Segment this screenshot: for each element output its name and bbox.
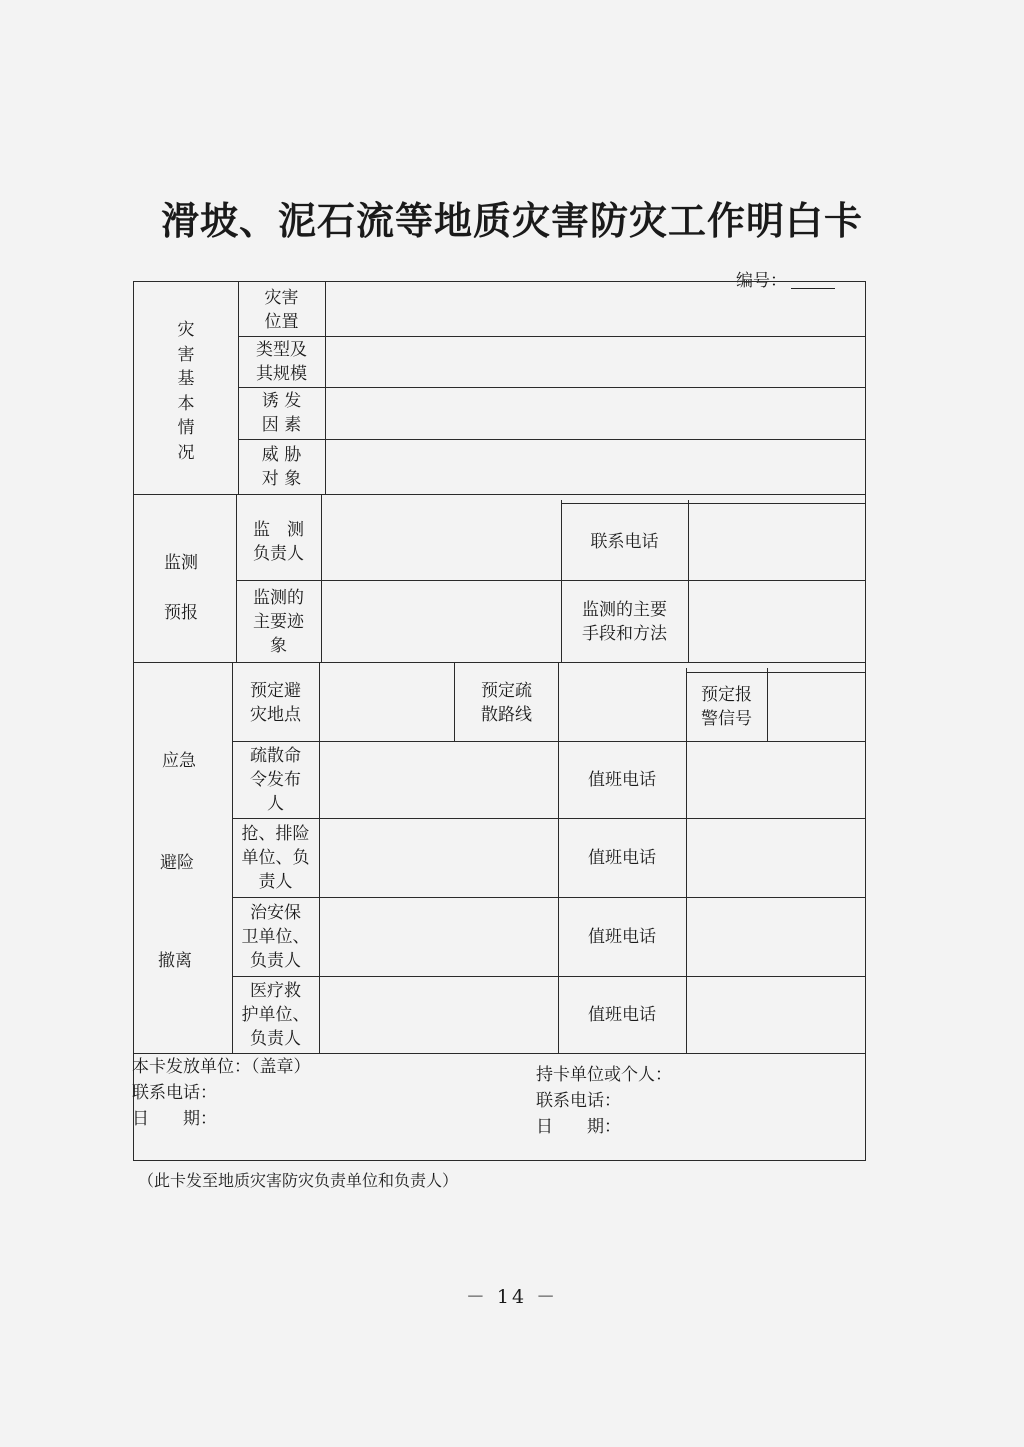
field-monitor-methods[interactable] (689, 581, 864, 661)
field-monitor-person[interactable] (322, 500, 560, 580)
label-monitor-person: 监 测 负责人 (253, 520, 304, 564)
label-monitor-signs: 监测的 主要迹 象 (253, 588, 304, 656)
label-rescue-unit: 抢、排险 单位、负 责人 (241, 823, 310, 892)
label-disaster-location: 灾害 位置 (264, 287, 299, 332)
field-duty-phone-2[interactable] (687, 819, 864, 897)
field-evacuation-route[interactable] (559, 664, 685, 741)
field-duty-phone-1[interactable] (687, 742, 864, 818)
field-security-unit[interactable] (320, 898, 557, 976)
label-shelter-location: 预定避 灾地点 (250, 680, 301, 725)
field-rescue-unit[interactable] (320, 819, 557, 897)
page-number: － 14 － (465, 1286, 559, 1308)
label-evacuation-order-issuer: 疏散命 令发布 人 (250, 745, 301, 814)
field-monitor-signs[interactable] (322, 581, 560, 661)
field-duty-phone-3[interactable] (687, 898, 864, 976)
section-monitoring-label-1: 监测 (164, 553, 198, 573)
label-evacuation-route: 预定疏 散路线 (481, 680, 532, 725)
section-emergency-label-3: 撤离 (158, 951, 192, 971)
label-triggers: 诱 发 因 素 (261, 391, 302, 435)
section-emergency-label-2: 避险 (160, 853, 194, 873)
issuer-phone-label: 联系电话： (132, 1083, 217, 1103)
distribution-note: （此卡发至地质灾害防灾负责单位和负责人） (138, 1171, 459, 1190)
issuer-unit-label: 本卡发放单位：（盖章） (132, 1057, 311, 1077)
holder-phone-label: 联系电话： (536, 1091, 621, 1111)
holder-label: 持卡单位或个人： (536, 1065, 672, 1085)
label-duty-phone-2: 值班电话 (588, 847, 656, 868)
field-disaster-location[interactable] (326, 283, 864, 336)
field-shelter-location[interactable] (320, 664, 453, 741)
field-medical-unit[interactable] (320, 977, 557, 1053)
label-duty-phone-4: 值班电话 (588, 1004, 656, 1025)
footer-holder (536, 1062, 672, 1140)
label-type-scale: 类型及 其规模 (256, 339, 307, 384)
field-triggers[interactable] (326, 388, 864, 439)
label-alarm-signal: 预定报 警信号 (701, 684, 752, 729)
field-duty-phone-4[interactable] (687, 977, 864, 1053)
section-basic-label: 灾 害 基 本 情 况 (177, 320, 195, 463)
label-duty-phone-1: 值班电话 (588, 769, 656, 790)
field-evacuation-order-issuer[interactable] (320, 742, 557, 818)
label-medical-unit: 医疗救 护单位、 负责人 (241, 980, 310, 1049)
section-emergency-label-1: 应急 (162, 751, 196, 771)
field-contact-phone[interactable] (689, 504, 864, 580)
label-threat-object: 威 胁 对 象 (261, 444, 302, 489)
footer-issuer (132, 1054, 311, 1132)
label-duty-phone-3: 值班电话 (588, 926, 656, 947)
holder-date-label: 日 期： (536, 1117, 621, 1137)
field-alarm-signal[interactable] (768, 673, 864, 741)
serial-label: 编号： (736, 271, 787, 291)
field-type-scale[interactable] (326, 337, 864, 387)
label-monitor-methods: 监测的主要 手段和方法 (582, 599, 667, 644)
field-threat-object[interactable] (326, 440, 864, 494)
label-contact-phone: 联系电话 (590, 532, 659, 552)
label-security-unit: 治安保 卫单位、 负责人 (241, 902, 310, 971)
card-title: 滑坡、泥石流等地质灾害防灾工作明白卡 (160, 198, 863, 243)
section-monitoring-label-2: 预报 (164, 603, 198, 623)
issuer-date-label: 日 期： (132, 1109, 217, 1129)
